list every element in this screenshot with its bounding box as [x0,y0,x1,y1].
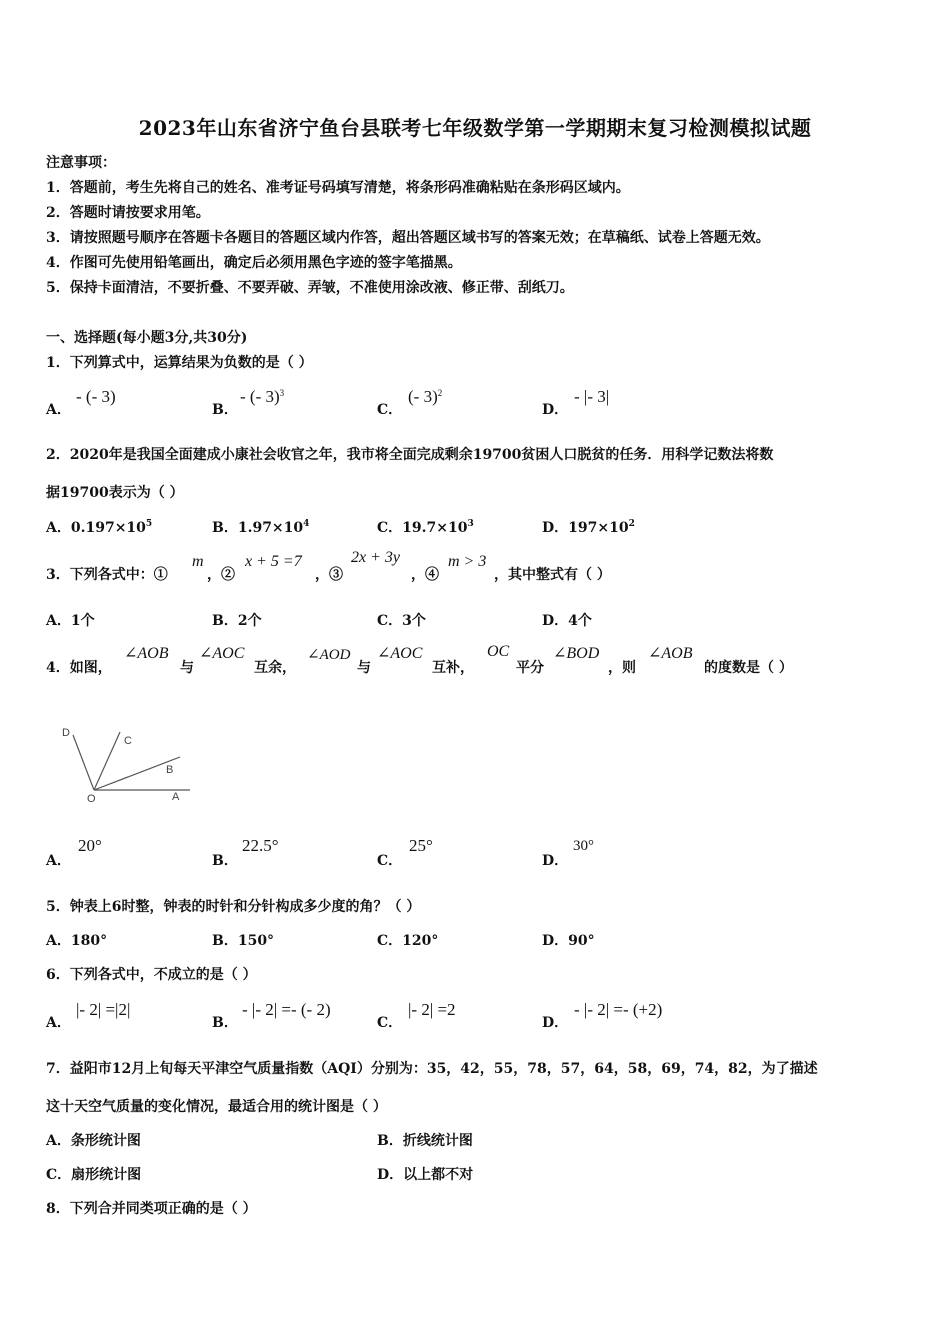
q4-option-c-label: C． [377,853,403,869]
q4-word: 的度数是（ ） [704,660,793,676]
q4-option-d-value: 30° [573,838,594,854]
q4-angle-aob-2: ∠AOB [648,645,693,662]
q4-option-d-label: D． [542,853,569,869]
question-2-stem-line2: 据19700表示为（ ） [46,485,184,501]
label-b: B [166,764,174,776]
label-a: A [172,791,180,803]
q4-word: 平分 [516,660,544,676]
question-7-stem-line1: 7．益阳市12月上旬每天平津空气质量指数（AQI）分别为：35，42，55，78，57，64，58，69，74，82，为了描述 [46,1061,818,1077]
q6-option-d-expr: - |- 2| =- (+2) [574,1000,663,1019]
q1-option-d-label: D． [542,402,569,418]
q2-option-b: B．$1.97\times 10^4$ [212,519,310,536]
label-c: C [124,735,132,747]
question-6-stem: 6．下列各式中，不成立的是（ ） [46,967,257,983]
label-d: D [62,727,70,739]
q4-angle-figure [52,720,202,810]
q5-option-c: C．120° [377,933,439,949]
q4-option-b-label: B． [212,853,238,869]
q3-option-b: B．2个 [212,613,262,629]
question-5-stem: 5．钟表上6时整，钟表的时针和分针构成多少度的角？（ ） [46,899,421,915]
q6-option-c-expr: |- 2| =2 [408,1000,456,1019]
question-2-stem-line1: 2．2020年是我国全面建成小康社会收官之年，我市将全面完成剩余19700贫困人口脱贫的任务．用科学记数法将数 [46,447,774,463]
q7-option-a: A．条形统计图 [46,1133,141,1149]
q4-ray-oc: OC [487,643,510,660]
notice-item: 2．答题时请按要求用笔。 [46,205,210,221]
q3-option-a: A．1个 [46,613,95,629]
q4-word: ，则 [608,660,636,676]
notice-header: 注意事项： [46,155,116,171]
q1-option-b-label: B． [212,402,238,418]
q4-option-a-value: 20° [78,836,102,855]
q3-expr-4: m > 3 [448,553,487,570]
q3-suffix: ，其中整式有（ ） [494,567,611,583]
q6-option-b-expr: - |- 2| =- (- 2) [242,1000,331,1019]
q3-sep-3: ，③ [315,567,343,583]
q4-option-c-value: 25° [409,836,433,855]
q4-word: 互补， [432,660,474,676]
q6-option-c-label: C． [377,1015,403,1031]
q4-option-a-label: A． [46,853,71,869]
notice-item: 1．答题前，考生先将自己的姓名、准考证号码填写清楚，将条形码准确粘贴在条形码区域内。 [46,180,630,196]
q6-option-a-label: A． [46,1015,71,1031]
q1-option-c-label: C． [377,402,403,418]
question-8-stem: 8．下列合并同类项正确的是（ ） [46,1201,257,1217]
q3-option-d: D．4个 [542,613,592,629]
q6-option-d-label: D． [542,1015,569,1031]
q1-option-d-expr: - |- 3| [574,387,610,406]
q3-sep-2: ，② [207,567,235,583]
q2-option-a: A．$0.197\times 10^5$ [46,519,153,536]
q2-option-d: D．$197\times 10^2$ [542,519,635,536]
ray-od [73,735,94,790]
question-4-prefix: 4．如图， [46,660,112,676]
q4-angle-bod: ∠BOD [553,645,600,662]
notice-item: 5．保持卡面清洁，不要折叠、不要弄破、弄皱，不准使用涂改液、修正带、刮纸刀。 [46,280,574,296]
q6-option-b-label: B． [212,1015,238,1031]
notice-item: 3．请按照题号顺序在答题卡各题目的答题区域内作答，超出答题区域书写的答案无效；在草稿纸、试卷上答题无效。 [46,230,770,246]
q3-expr-3: 2x + 3y [351,549,400,566]
q4-word: 互余， [254,660,296,676]
q1-option-a-label: A． [46,402,71,418]
q7-option-c: C．扇形统计图 [46,1167,142,1183]
q3-expr-1: m [192,553,204,570]
q4-angle-aob: ∠AOB [124,645,169,662]
q5-option-d: D．90° [542,933,595,949]
q1-option-a-expr: - (- 3) [76,387,116,406]
notice-item: 4．作图可先使用铅笔画出，确定后必须用黑色字迹的签字笔描黑。 [46,255,462,271]
q5-option-b: B．150° [212,933,275,949]
section-heading: 一、选择题(每小题3分,共30分) [46,330,248,346]
q1-option-c-expr: (- 3)$^2$ [408,387,443,406]
page-title: 2023年山东省济宁鱼台县联考七年级数学第一学期期末复习检测模拟试题 [138,116,812,140]
q3-option-c: C．3个 [377,613,426,629]
q6-option-a-expr: |- 2| =|2| [76,1000,131,1019]
question-1-stem: 1．下列算式中，运算结果为负数的是（ ） [46,355,313,371]
q1-option-b-expr: - (- 3)$^3$ [240,387,285,406]
q4-angle-aoc: ∠AOC [199,645,245,662]
question-7-stem-line2: 这十天空气质量的变化情况，最适合用的统计图是（ ） [46,1099,387,1115]
q4-word: 与 [180,660,194,676]
q4-angle-aoc-2: ∠AOC [377,645,423,662]
q4-angle-aod: ∠AOD [307,647,351,663]
q2-option-c: C．$19.7\times 10^3$ [377,519,474,536]
q4-option-b-value: 22.5° [242,836,279,855]
q7-option-d: D．以上都不对 [377,1167,474,1183]
q3-expr-2: x + 5 =7 [245,553,302,570]
q5-option-a: A．180° [46,933,108,949]
q4-word: 与 [357,660,371,676]
q7-option-b: B．折线统计图 [377,1133,473,1149]
question-3-prefix: 3．下列各式中：① [46,567,168,583]
label-o: O [87,793,96,805]
q3-sep-4: ，④ [411,567,439,583]
